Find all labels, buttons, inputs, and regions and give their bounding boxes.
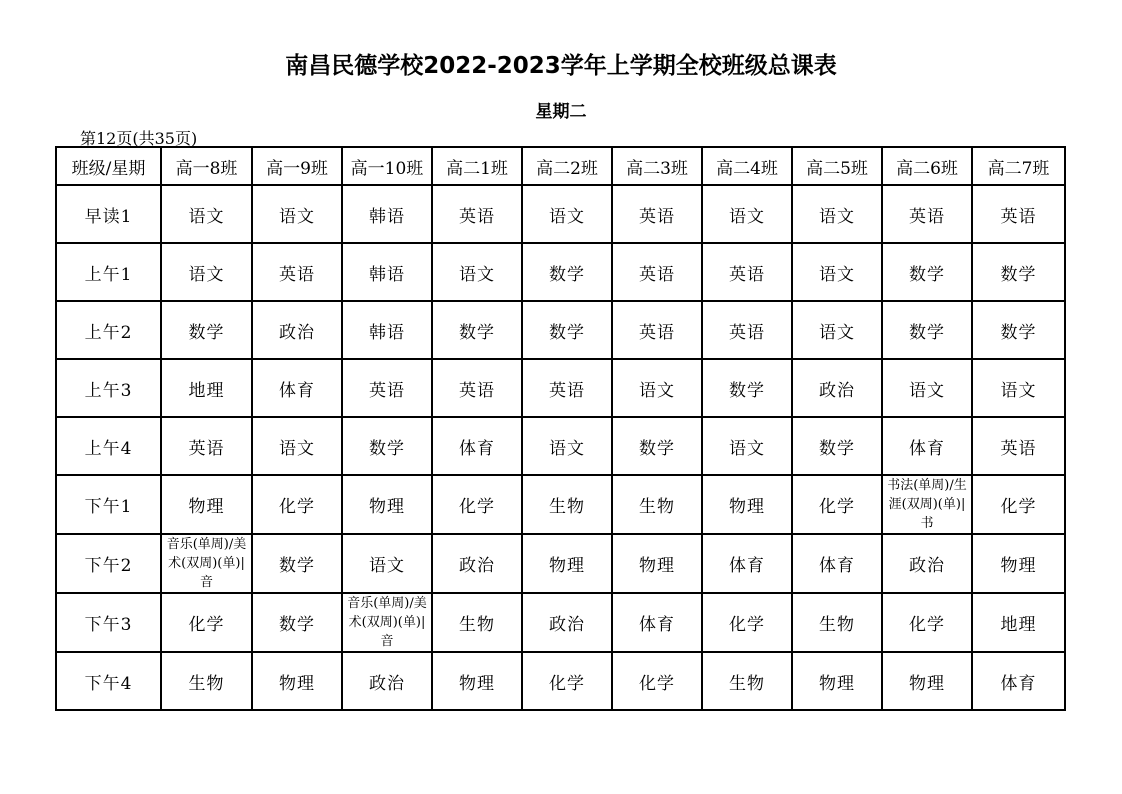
subject-cell: 物理	[792, 652, 882, 710]
subject-cell: 政治	[792, 359, 882, 417]
subject-cell: 政治	[522, 593, 612, 652]
subject-cell: 体育	[972, 652, 1065, 710]
subject-cell: 体育	[792, 534, 882, 593]
subject-cell: 语文	[792, 301, 882, 359]
subject-cell-text: 书法(单周)/生涯(双周)(单)|书	[887, 478, 967, 531]
subject-cell: 数学	[342, 417, 432, 475]
subject-cell: 数学	[252, 534, 342, 593]
subject-cell: 英语	[161, 417, 252, 475]
class-column-header: 高二2班	[522, 147, 612, 185]
subject-cell: 英语	[612, 301, 702, 359]
class-column-header: 高二5班	[792, 147, 882, 185]
subject-cell: 英语	[702, 243, 792, 301]
subject-cell: 物理	[342, 475, 432, 534]
table-row	[56, 593, 1065, 652]
subject-cell: 数学	[972, 301, 1065, 359]
subject-cell	[342, 593, 432, 652]
subject-cell: 语文	[342, 534, 432, 593]
subject-cell: 化学	[522, 652, 612, 710]
subject-cell: 生物	[522, 475, 612, 534]
subject-cell: 英语	[522, 359, 612, 417]
subject-cell: 物理	[702, 475, 792, 534]
subject-cell-text: 音乐(单周)/美术(双周)(单)|音	[347, 596, 427, 649]
subject-cell: 英语	[612, 243, 702, 301]
subject-cell: 政治	[882, 534, 972, 593]
subject-cell: 体育	[612, 593, 702, 652]
subject-cell: 政治	[432, 534, 522, 593]
table-row	[56, 652, 1065, 710]
subject-cell: 英语	[342, 359, 432, 417]
table-row	[56, 301, 1065, 359]
class-column-header: 高二6班	[882, 147, 972, 185]
subject-cell: 英语	[972, 417, 1065, 475]
page-title: 南昌民德学校2022-2023学年上学期全校班级总课表	[285, 53, 837, 79]
subject-cell: 语文	[252, 185, 342, 243]
subject-cell: 数学	[882, 243, 972, 301]
subject-cell: 语文	[792, 243, 882, 301]
subject-cell: 物理	[252, 652, 342, 710]
subject-cell: 化学	[612, 652, 702, 710]
subject-cell: 化学	[972, 475, 1065, 534]
subject-cell: 语文	[972, 359, 1065, 417]
period-label: 上午2	[56, 301, 161, 359]
subject-cell: 语文	[612, 359, 702, 417]
subject-cell	[882, 475, 972, 534]
period-label: 下午1	[56, 475, 161, 534]
subject-cell: 语文	[702, 185, 792, 243]
subject-cell: 生物	[432, 593, 522, 652]
subject-cell: 生物	[702, 652, 792, 710]
table-row	[56, 359, 1065, 417]
subject-cell: 数学	[252, 593, 342, 652]
subject-cell: 体育	[702, 534, 792, 593]
period-label: 上午1	[56, 243, 161, 301]
subject-cell: 生物	[161, 652, 252, 710]
subject-cell: 物理	[161, 475, 252, 534]
subject-cell: 英语	[432, 185, 522, 243]
subject-cell: 物理	[972, 534, 1065, 593]
subject-cell: 语文	[252, 417, 342, 475]
subject-cell: 数学	[612, 417, 702, 475]
subject-cell: 语文	[161, 185, 252, 243]
subject-cell	[161, 534, 252, 593]
period-label: 下午3	[56, 593, 161, 652]
subject-cell: 政治	[252, 301, 342, 359]
subject-cell: 政治	[342, 652, 432, 710]
subject-cell: 物理	[522, 534, 612, 593]
subject-cell: 数学	[882, 301, 972, 359]
table-row	[56, 475, 1065, 534]
subject-cell: 地理	[972, 593, 1065, 652]
subject-cell: 语文	[522, 417, 612, 475]
class-column-header: 高二4班	[702, 147, 792, 185]
subject-cell: 化学	[882, 593, 972, 652]
subject-cell: 体育	[252, 359, 342, 417]
subject-cell: 数学	[792, 417, 882, 475]
subject-cell: 地理	[161, 359, 252, 417]
subject-cell: 语文	[432, 243, 522, 301]
subject-cell: 英语	[432, 359, 522, 417]
class-column-header: 高二7班	[972, 147, 1065, 185]
subject-cell: 语文	[161, 243, 252, 301]
subject-cell: 英语	[252, 243, 342, 301]
table-row	[56, 417, 1065, 475]
subject-cell: 化学	[432, 475, 522, 534]
subject-cell: 语文	[882, 359, 972, 417]
day-subtitle: 星期二	[535, 102, 587, 122]
subject-cell: 物理	[432, 652, 522, 710]
subject-cell: 化学	[252, 475, 342, 534]
subject-cell-text: 音乐(单周)/美术(双周)(单)|音	[166, 537, 247, 590]
period-label: 上午4	[56, 417, 161, 475]
subject-cell: 生物	[792, 593, 882, 652]
subject-cell: 英语	[882, 185, 972, 243]
table-row	[56, 243, 1065, 301]
subject-cell: 韩语	[342, 243, 432, 301]
period-label: 早读1	[56, 185, 161, 243]
subject-cell: 物理	[612, 534, 702, 593]
table-header-row	[56, 147, 1065, 185]
class-column-header: 高二3班	[612, 147, 702, 185]
page-info: 第12页(共35页)	[80, 129, 198, 148]
corner-header: 班级/星期	[56, 147, 161, 185]
subject-cell: 体育	[432, 417, 522, 475]
subject-cell: 数学	[161, 301, 252, 359]
subject-cell: 体育	[882, 417, 972, 475]
subject-cell: 化学	[702, 593, 792, 652]
subject-cell: 生物	[612, 475, 702, 534]
subject-cell: 数学	[522, 243, 612, 301]
class-column-header: 高一9班	[252, 147, 342, 185]
subject-cell: 语文	[522, 185, 612, 243]
subject-cell: 英语	[972, 185, 1065, 243]
timetable	[55, 146, 1066, 711]
subject-cell: 数学	[972, 243, 1065, 301]
subject-cell: 韩语	[342, 301, 432, 359]
class-column-header: 高二1班	[432, 147, 522, 185]
period-label: 下午2	[56, 534, 161, 593]
subject-cell: 语文	[702, 417, 792, 475]
subject-cell: 化学	[792, 475, 882, 534]
subject-cell: 英语	[612, 185, 702, 243]
subject-cell: 数学	[432, 301, 522, 359]
table-row	[56, 185, 1065, 243]
class-column-header: 高一10班	[342, 147, 432, 185]
table-row	[56, 534, 1065, 593]
class-column-header: 高一8班	[161, 147, 252, 185]
subject-cell: 化学	[161, 593, 252, 652]
subject-cell: 数学	[702, 359, 792, 417]
subject-cell: 物理	[882, 652, 972, 710]
subject-cell: 韩语	[342, 185, 432, 243]
subject-cell: 语文	[792, 185, 882, 243]
period-label: 下午4	[56, 652, 161, 710]
period-label: 上午3	[56, 359, 161, 417]
subject-cell: 数学	[522, 301, 612, 359]
subject-cell: 英语	[702, 301, 792, 359]
